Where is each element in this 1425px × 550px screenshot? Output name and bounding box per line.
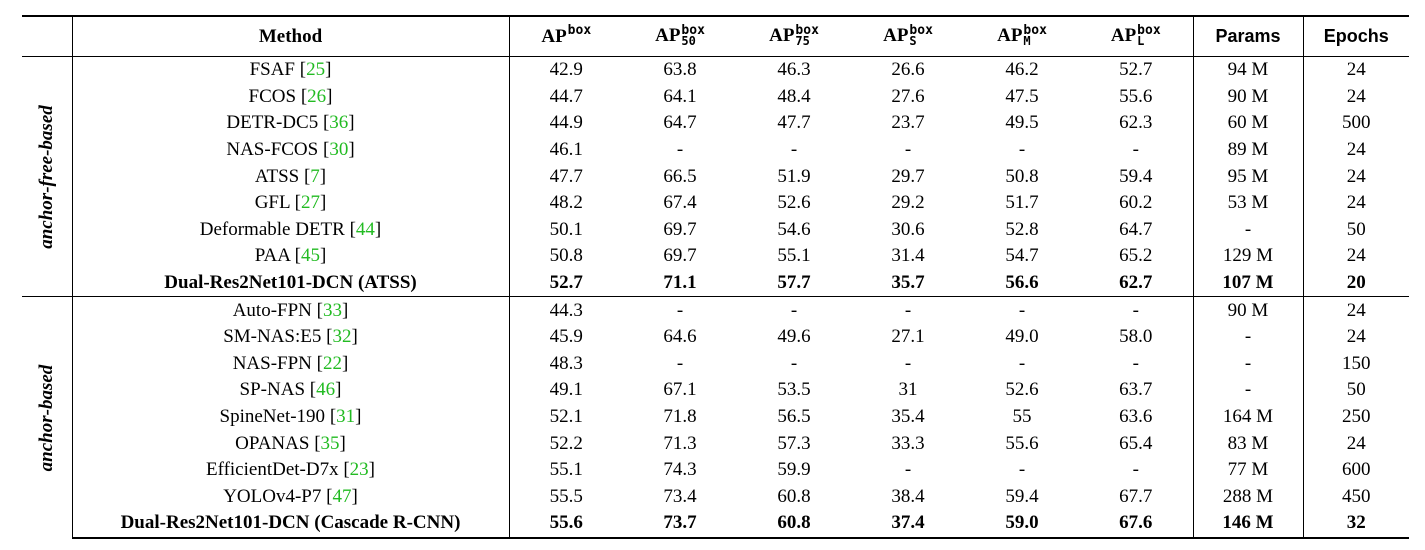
- params-cell: 77 M: [1193, 457, 1303, 484]
- ap-value-cell: 37.4: [851, 510, 965, 538]
- ap-value-cell: 73.4: [663, 485, 697, 507]
- header-ap: [509, 16, 623, 57]
- ap-value-cell: 31: [898, 379, 918, 401]
- ap-value-cell: 59.0: [965, 510, 1079, 538]
- method-cell: SpineNet-190 [31]: [72, 404, 509, 431]
- epochs-cell: 150: [1342, 352, 1371, 374]
- ap-value-cell: 67.7: [1079, 484, 1193, 511]
- ap-sub: S: [909, 33, 917, 48]
- header-method: Method: [72, 16, 509, 57]
- params-cell: -: [1193, 217, 1303, 244]
- ap-value-cell: 50.8: [1005, 165, 1039, 187]
- method-name: FCOS: [248, 85, 297, 107]
- epochs-cell: 24: [1346, 245, 1366, 267]
- citation-link[interactable]: 25: [306, 59, 326, 81]
- table-row: [22, 377, 1409, 404]
- ap-value-cell: 52.6: [777, 192, 811, 214]
- ap-value-cell: 49.1: [549, 379, 583, 401]
- ap-value-cell: 33.3: [891, 432, 925, 454]
- ap-value-cell: 52.1: [549, 406, 583, 428]
- ap-base: AP: [541, 25, 567, 47]
- ap-value-cell: 67.6: [1079, 510, 1193, 538]
- ap-value-cell: 64.6: [663, 326, 697, 348]
- citation-link[interactable]: 44: [355, 218, 375, 240]
- method-cell: GFL [27]: [72, 190, 509, 217]
- header-ap50: [623, 16, 737, 57]
- method-cell: Deformable DETR [44]: [72, 217, 509, 244]
- ap-value-cell: 67.4: [663, 192, 697, 214]
- ap-value-cell: 54.7: [1005, 245, 1039, 267]
- method-cell: NAS-FCOS [30]: [72, 137, 509, 164]
- ap-super: box: [1137, 22, 1161, 38]
- ap-value-cell: 60.8: [737, 510, 851, 538]
- ap-value-cell: -: [676, 139, 684, 161]
- params-cell: -: [1193, 351, 1303, 378]
- ap-value-cell: 55.6: [1005, 432, 1039, 454]
- method-name: NAS-FPN: [232, 352, 312, 374]
- ap-super: box: [681, 22, 705, 38]
- ap-value-cell: 47.5: [1005, 85, 1039, 107]
- epochs-cell: 32: [1303, 510, 1409, 538]
- table-row: [22, 137, 1409, 164]
- citation-link[interactable]: 36: [329, 112, 349, 134]
- table-row: [22, 163, 1409, 190]
- results-table-body: [22, 57, 1409, 538]
- ap-value-cell: 50.1: [549, 218, 583, 240]
- method-cell: [72, 270, 509, 297]
- method-cell: SP-NAS [46]: [72, 377, 509, 404]
- params-cell: 164 M: [1193, 404, 1303, 431]
- table-row: [22, 57, 1409, 84]
- citation-link[interactable]: 27: [300, 192, 320, 214]
- method-name: Dual-Res2Net101-DCN (Cascade R-CNN): [120, 512, 461, 534]
- params-cell: 95 M: [1193, 163, 1303, 190]
- ap-value-cell: -: [904, 459, 912, 481]
- ap-value-cell: -: [904, 352, 912, 374]
- ap-value-cell: 49.6: [777, 326, 811, 348]
- ap-value-cell: -: [790, 352, 798, 374]
- params-cell: 146 M: [1193, 510, 1303, 538]
- ap-value-cell: 63.8: [663, 59, 697, 81]
- ap-value-cell: 48.3: [549, 352, 583, 374]
- ap-sub: 50: [681, 33, 696, 48]
- ap-value-cell: 27.6: [891, 85, 925, 107]
- epochs-cell: 600: [1342, 459, 1371, 481]
- ap-value-cell: 60.2: [1079, 190, 1193, 217]
- method-cell: YOLOv4-P7 [47]: [72, 484, 509, 511]
- ap-value-cell: 52.2: [549, 432, 583, 454]
- group-cell: [22, 297, 72, 538]
- ap-value-cell: 73.7: [623, 510, 737, 538]
- epochs-cell: 500: [1342, 112, 1371, 134]
- group-label: anchor-based: [35, 364, 57, 471]
- epochs-cell: 250: [1342, 406, 1371, 428]
- header-ap75: [737, 16, 851, 57]
- table-row: [22, 217, 1409, 244]
- ap-value-cell: 49.0: [1005, 326, 1039, 348]
- ap-value-cell: -: [1079, 351, 1193, 378]
- method-name: EfficientDet-D7x: [205, 459, 339, 481]
- ap-value-cell: 71.8: [663, 406, 697, 428]
- ap-value-cell: 45.9: [549, 326, 583, 348]
- ap-value-cell: 29.2: [891, 192, 925, 214]
- results-table-container: [22, 15, 1403, 539]
- ap-value-cell: 59.4: [1005, 485, 1039, 507]
- ap-value-cell: 44.7: [549, 85, 583, 107]
- citation-link[interactable]: 26: [307, 85, 327, 107]
- ap-value-cell: -: [1079, 297, 1193, 324]
- ap-value-cell: 53.5: [777, 379, 811, 401]
- ap-sub: M: [1023, 33, 1031, 48]
- ap-value-cell: 71.3: [663, 432, 697, 454]
- method-name: GFL: [254, 192, 290, 214]
- ap-value-cell: 29.7: [891, 165, 925, 187]
- method-name: DETR-DC5: [226, 112, 319, 134]
- epochs-cell: 20: [1346, 272, 1366, 294]
- method-cell: NAS-FPN [22]: [72, 351, 509, 378]
- header-params: Params: [1193, 16, 1303, 57]
- method-cell: ATSS [7]: [72, 163, 509, 190]
- params-cell: 60 M: [1193, 110, 1303, 137]
- citation-link[interactable]: 35: [320, 432, 340, 454]
- ap-value-cell: 59.4: [1079, 163, 1193, 190]
- method-name: Deformable DETR: [199, 218, 345, 240]
- ap-value-cell: 55.5: [549, 485, 583, 507]
- params-cell: -: [1193, 377, 1303, 404]
- header-aps: [851, 16, 965, 57]
- params-cell: 129 M: [1193, 243, 1303, 270]
- ap-value-cell: -: [623, 297, 737, 324]
- ap-value-cell: 58.0: [1079, 324, 1193, 351]
- ap-super: box: [909, 22, 933, 38]
- epochs-cell: 24: [1346, 59, 1366, 81]
- method-name: SM-NAS:E5: [223, 326, 322, 348]
- ap-value-cell: 23.7: [891, 112, 925, 134]
- ap-value-cell: 55.6: [509, 510, 623, 538]
- ap-value-cell: 51.7: [1005, 192, 1039, 214]
- group-cell: [22, 57, 72, 297]
- method-cell: PAA [45]: [72, 243, 509, 270]
- ap-value-cell: -: [790, 139, 798, 161]
- ap-value-cell: 51.9: [777, 165, 811, 187]
- ap-value-cell: 52.7: [549, 272, 583, 294]
- ap-base: AP: [655, 25, 681, 47]
- params-cell: 83 M: [1193, 430, 1303, 457]
- ap-value-cell: 59.9: [777, 459, 811, 481]
- ap-value-cell: 65.2: [1079, 243, 1193, 270]
- ap-value-cell: 55: [1012, 406, 1032, 428]
- citation-link[interactable]: 7: [310, 165, 320, 187]
- ap-value-cell: 60.8: [777, 485, 811, 507]
- header-group-cell: [22, 16, 72, 57]
- ap-value-cell: 42.9: [549, 59, 583, 81]
- ap-value-cell: 56.6: [1005, 272, 1039, 294]
- method-cell: FSAF [25]: [72, 57, 509, 84]
- ap-value-cell: 56.5: [777, 406, 811, 428]
- epochs-cell: 24: [1346, 432, 1366, 454]
- ap-value-cell: 48.2: [549, 192, 583, 214]
- ap-value-cell: -: [904, 139, 912, 161]
- method-cell: FCOS [26]: [72, 84, 509, 111]
- method-name: PAA: [254, 245, 290, 267]
- ap-value-cell: 44.9: [549, 112, 583, 134]
- ap-value-cell: 57.7: [777, 272, 811, 294]
- ap-value-cell: -: [851, 297, 965, 324]
- method-name: YOLOv4-P7: [223, 485, 322, 507]
- ap-value-cell: 57.3: [777, 432, 811, 454]
- ap-value-cell: 64.1: [663, 85, 697, 107]
- ap-value-cell: 54.6: [777, 218, 811, 240]
- params-cell: 90 M: [1193, 84, 1303, 111]
- ap-value-cell: 50.8: [549, 245, 583, 267]
- ap-value-cell: 48.4: [777, 85, 811, 107]
- ap-value-cell: -: [1018, 139, 1026, 161]
- method-name: OPANAS: [235, 432, 310, 454]
- table-row: [22, 484, 1409, 511]
- ap-value-cell: -: [676, 352, 684, 374]
- method-name: Dual-Res2Net101-DCN (ATSS): [164, 272, 417, 294]
- ap-super: box: [567, 22, 592, 38]
- epochs-cell: 24: [1346, 192, 1366, 214]
- ap-value-cell: -: [737, 297, 851, 324]
- citation-link[interactable]: 32: [332, 326, 352, 348]
- ap-value-cell: 62.3: [1079, 110, 1193, 137]
- table-row: [22, 84, 1409, 111]
- table-row: [22, 324, 1409, 351]
- ap-value-cell: 69.7: [663, 245, 697, 267]
- params-cell: 89 M: [1193, 137, 1303, 164]
- ap-value-cell: 26.6: [891, 59, 925, 81]
- header-apm: [965, 16, 1079, 57]
- ap-value-cell: -: [1079, 137, 1193, 164]
- ap-value-cell: 67.1: [663, 379, 697, 401]
- ap-value-cell: 63.7: [1079, 377, 1193, 404]
- ap-base: AP: [769, 25, 795, 47]
- epochs-cell: 24: [1346, 326, 1366, 348]
- ap-value-cell: 47.7: [549, 165, 583, 187]
- params-cell: 94 M: [1193, 57, 1303, 84]
- method-cell: OPANAS [35]: [72, 430, 509, 457]
- epochs-cell: 50: [1346, 218, 1366, 240]
- epochs-cell: 24: [1303, 297, 1409, 324]
- table-row: [22, 430, 1409, 457]
- results-table: [22, 15, 1409, 539]
- ap-value-cell: 52.7: [1079, 57, 1193, 84]
- method-name: FSAF: [249, 59, 295, 81]
- table-row: [22, 110, 1409, 137]
- citation-link[interactable]: 46: [316, 379, 336, 401]
- method-cell: DETR-DC5 [36]: [72, 110, 509, 137]
- method-name: SpineNet-190: [219, 406, 326, 428]
- ap-value-cell: -: [1018, 352, 1026, 374]
- header-apl: [1079, 16, 1193, 57]
- epochs-cell: 24: [1346, 165, 1366, 187]
- ap-value-cell: 35.7: [891, 272, 925, 294]
- ap-super: box: [1023, 22, 1047, 38]
- method-cell: EfficientDet-D7x [23]: [72, 457, 509, 484]
- table-row: [22, 243, 1409, 270]
- ap-value-cell: 46.1: [549, 139, 583, 161]
- params-cell: 107 M: [1193, 270, 1303, 297]
- header-row: [22, 16, 1409, 57]
- ap-value-cell: 63.6: [1079, 404, 1193, 431]
- ap-value-cell: 46.3: [777, 59, 811, 81]
- ap-value-cell: 65.4: [1079, 430, 1193, 457]
- ap-base: AP: [997, 25, 1023, 47]
- epochs-cell: 50: [1346, 379, 1366, 401]
- method-name: SP-NAS: [239, 379, 306, 401]
- ap-value-cell: 47.7: [777, 112, 811, 134]
- ap-value-cell: 71.1: [663, 272, 697, 294]
- method-cell: SM-NAS:E5 [32]: [72, 324, 509, 351]
- table-row: [22, 404, 1409, 431]
- ap-value-cell: 27.1: [891, 326, 925, 348]
- ap-value-cell: 49.5: [1005, 112, 1039, 134]
- citation-link[interactable]: 45: [300, 245, 320, 267]
- header-epochs: Epochs: [1303, 16, 1409, 57]
- ap-value-cell: 52.8: [1005, 218, 1039, 240]
- ap-base: AP: [883, 25, 909, 47]
- citation-link[interactable]: 33: [322, 299, 342, 321]
- method-cell: Auto-FPN [33]: [72, 297, 509, 324]
- ap-value-cell: -: [1079, 457, 1193, 484]
- ap-value-cell: 66.5: [663, 165, 697, 187]
- ap-value-cell: 31.4: [891, 245, 925, 267]
- group-label: anchor-free-based: [35, 104, 57, 249]
- method-cell: [72, 510, 509, 538]
- citation-link[interactable]: 47: [332, 485, 352, 507]
- citation-link[interactable]: 23: [349, 459, 369, 481]
- params-cell: 90 M: [1193, 297, 1303, 324]
- table-row: [22, 190, 1409, 217]
- ap-value-cell: 74.3: [663, 459, 697, 481]
- ap-value-cell: 69.7: [663, 218, 697, 240]
- epochs-cell: 450: [1342, 485, 1371, 507]
- params-cell: 288 M: [1193, 484, 1303, 511]
- ap-value-cell: 30.6: [891, 218, 925, 240]
- citation-link[interactable]: 30: [329, 139, 349, 161]
- ap-value-cell: 55.6: [1079, 84, 1193, 111]
- ap-value-cell: -: [1018, 459, 1026, 481]
- ap-sub: 75: [795, 33, 810, 48]
- ap-super: box: [795, 22, 819, 38]
- ap-value-cell: 52.6: [1005, 379, 1039, 401]
- epochs-cell: 24: [1346, 139, 1366, 161]
- citation-link[interactable]: 31: [336, 406, 356, 428]
- ap-value-cell: 35.4: [891, 406, 925, 428]
- table-row: [22, 351, 1409, 378]
- table-row: [22, 457, 1409, 484]
- table-row: [22, 297, 1409, 324]
- ap-value-cell: 64.7: [1079, 217, 1193, 244]
- method-name: Auto-FPN: [232, 299, 312, 321]
- ap-value-cell: 55.1: [549, 459, 583, 481]
- ap-value-cell: 46.2: [1005, 59, 1039, 81]
- ap-value-cell: 62.7: [1079, 270, 1193, 297]
- ap-value-cell: -: [965, 297, 1079, 324]
- method-name: ATSS: [254, 165, 300, 187]
- params-cell: 53 M: [1193, 190, 1303, 217]
- ap-value-cell: 44.3: [509, 297, 623, 324]
- params-cell: -: [1193, 324, 1303, 351]
- ap-value-cell: 55.1: [777, 245, 811, 267]
- ap-sub: L: [1137, 33, 1145, 48]
- ap-value-cell: 38.4: [891, 485, 925, 507]
- ap-value-cell: 64.7: [663, 112, 697, 134]
- ap-base: AP: [1110, 25, 1137, 47]
- epochs-cell: 24: [1346, 85, 1366, 107]
- table-row-highlight: [22, 510, 1409, 538]
- method-name: NAS-FCOS: [226, 139, 319, 161]
- citation-link[interactable]: 22: [322, 352, 342, 374]
- table-row-highlight: [22, 270, 1409, 297]
